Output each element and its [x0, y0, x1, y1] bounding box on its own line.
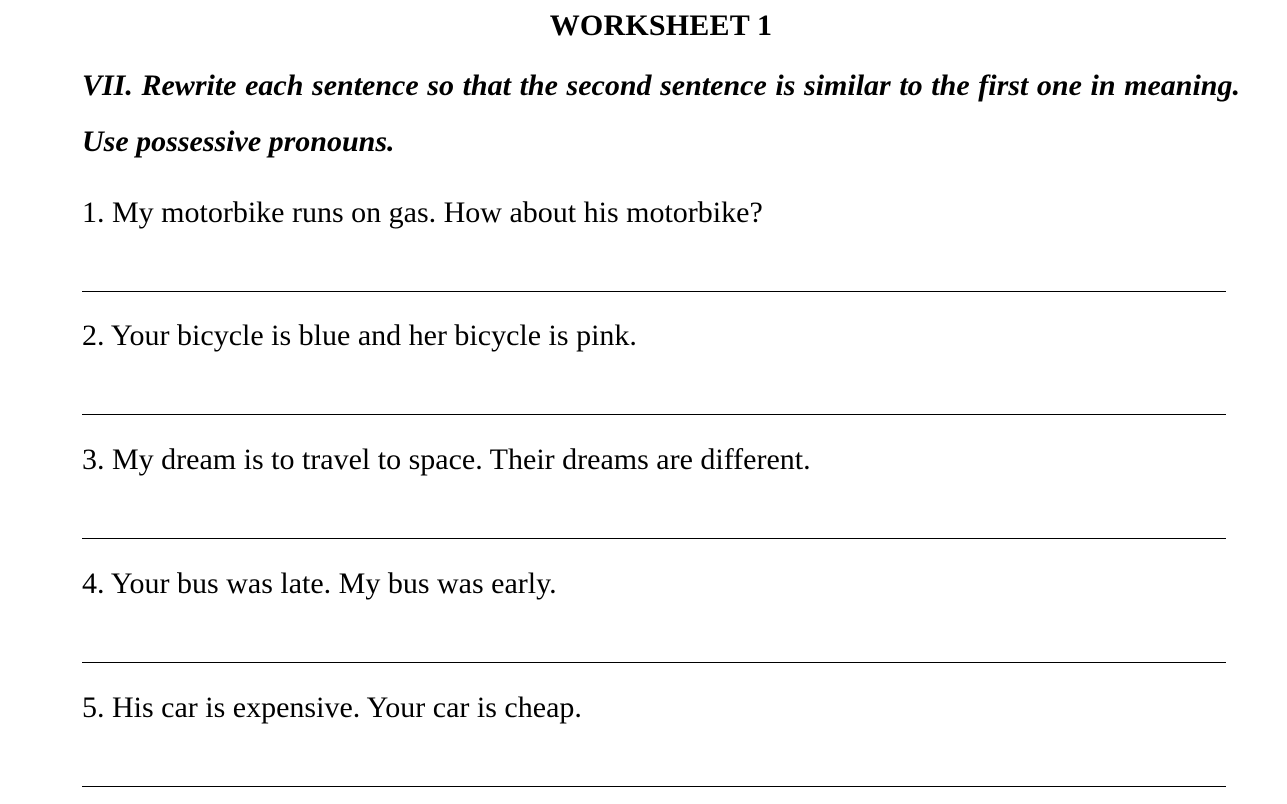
answer-line-2[interactable]	[82, 414, 1226, 415]
worksheet-title: WORKSHEET 1	[549, 9, 773, 42]
exercise-instruction: VII. Rewrite each sentence so that the second sentence is similar to the first one in meaning. Use possessive pronouns.	[82, 69, 1240, 158]
question-2: 2. Your bicycle is blue and her bicycle is pink.	[82, 319, 637, 352]
question-1: 1. My motorbike runs on gas. How about his motorbike?	[82, 196, 763, 229]
answer-line-1[interactable]	[82, 291, 1226, 292]
answer-line-3[interactable]	[82, 538, 1226, 539]
question-4: 4. Your bus was late. My bus was early.	[82, 567, 557, 600]
answer-line-4[interactable]	[82, 662, 1226, 663]
question-5: 5. His car is expensive. Your car is cheap.	[82, 691, 582, 724]
question-3: 3. My dream is to travel to space. Their dreams are different.	[82, 443, 811, 476]
answer-line-5[interactable]	[82, 786, 1226, 787]
